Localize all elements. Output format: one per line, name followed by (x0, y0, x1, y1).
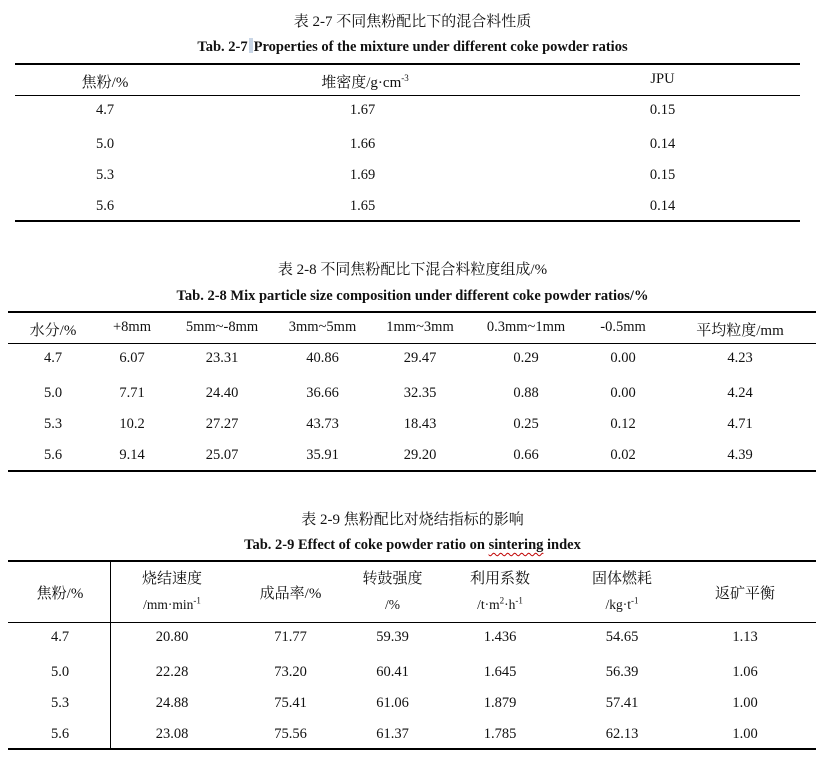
table-cell: 1.645 (483, 664, 517, 680)
header-drum-strength-unit: /% (385, 597, 400, 612)
column-divider (110, 561, 111, 748)
table-cell: 0.29 (513, 350, 539, 366)
header-sinter-speed: 烧结速度 (141, 571, 202, 587)
table-cell: 4.7 (50, 629, 70, 645)
header-moisture: 水分/% (29, 323, 77, 339)
table-cell: 61.06 (376, 695, 409, 711)
table-2-9-caption-cn: 表 2-9 焦粉配比对烧结指标的影响 (301, 512, 524, 528)
table-cell: 23.31 (205, 350, 239, 366)
table-cell: 20.80 (155, 629, 189, 645)
header-3-5mm: 3mm~5mm (288, 319, 357, 335)
table-cell: 5.0 (50, 664, 70, 680)
table-cell: 10.2 (119, 416, 145, 432)
header-return-fines-balance: 返矿平衡 (714, 586, 775, 602)
header-yield: 成品率/% (259, 586, 322, 602)
table-cell: 0.14 (649, 136, 676, 152)
top-rule (15, 63, 800, 65)
table-cell: 1.66 (349, 136, 376, 152)
bottom-rule (8, 470, 816, 472)
table-2-7-caption-en (0, 38, 825, 56)
table-cell: 24.40 (205, 385, 239, 401)
caption-en-rest: Properties of the mixture under different coke powder ratios (253, 39, 628, 55)
table-cell: 18.43 (403, 416, 437, 432)
table-cell: 0.15 (649, 167, 676, 183)
table-cell: 1.00 (732, 726, 758, 742)
table-cell: 0.15 (649, 102, 676, 118)
table-2-9-caption-en (0, 537, 825, 554)
unit-sup: -1 (631, 595, 639, 606)
bottom-rule (15, 220, 800, 222)
table-cell: 1.65 (349, 198, 376, 214)
header-minus-0.5mm: -0.5mm (600, 319, 646, 335)
table-cell: 4.71 (727, 416, 753, 432)
header-rule (8, 343, 816, 344)
table-cell: 9.14 (119, 447, 145, 463)
table-cell: 29.20 (403, 447, 437, 463)
table-cell: 75.56 (274, 726, 307, 742)
header-1-3mm: 1mm~3mm (386, 319, 454, 335)
unit-text: /mm·min (143, 597, 194, 612)
table-cell: 71.77 (274, 629, 307, 645)
table-cell: 25.07 (205, 447, 239, 463)
table-cell: 61.37 (376, 726, 409, 742)
table-cell: 1.00 (732, 695, 758, 711)
table-2-7-caption-cn: 表 2-7 不同焦粉配比下的混合料性质 (293, 14, 532, 30)
bottom-rule (8, 748, 816, 750)
table-cell: 27.27 (205, 416, 239, 432)
header-5-8mm: 5mm~-8mm (185, 319, 259, 335)
table-cell: 23.08 (155, 726, 189, 742)
table-cell: 4.7 (95, 102, 115, 118)
table-cell: 0.02 (610, 447, 636, 463)
unit-text: /kg·t (605, 597, 631, 612)
header-bulk-density (300, 71, 430, 92)
table-2-8-caption-cn: 表 2-8 不同焦粉配比下混合料粒度组成/% (277, 262, 548, 278)
header-utilization: 利用系数 (469, 571, 530, 587)
unit-text: /t·m (477, 597, 500, 612)
table-cell: 0.00 (610, 350, 636, 366)
table-cell: 1.785 (483, 726, 517, 742)
table-cell: 5.6 (43, 447, 63, 463)
table-cell: 75.41 (274, 695, 307, 711)
table-cell: 0.66 (513, 447, 539, 463)
unit-sup: 2 (499, 595, 505, 606)
header-jpu: JPU (650, 71, 675, 87)
table-cell: 62.13 (605, 726, 639, 742)
header-rule (15, 95, 800, 96)
unit-sup: -1 (193, 595, 201, 606)
header-bulk-density-sup: -3 (401, 73, 409, 83)
table-cell: 36.66 (306, 385, 339, 401)
table-cell: 32.35 (403, 385, 437, 401)
table-cell: 1.879 (483, 695, 517, 711)
unit-sup: -1 (515, 595, 523, 606)
table-cell: 60.41 (376, 664, 409, 680)
header-fuel-consumption: 固体燃耗 (591, 571, 652, 587)
table-cell: 4.24 (727, 385, 753, 401)
table-cell: 6.07 (119, 350, 145, 366)
top-rule (8, 311, 816, 313)
table-cell: 54.65 (605, 629, 639, 645)
table-cell: 1.67 (349, 102, 376, 118)
table-cell: 73.20 (274, 664, 307, 680)
table-cell: 5.0 (43, 385, 63, 401)
table-cell: 1.436 (483, 629, 517, 645)
caption-en-spellcheck-word: sintering (488, 537, 544, 553)
unit-text: ·h (504, 597, 516, 612)
table-cell: 29.47 (403, 350, 437, 366)
header-bulk-density-text: 堆密度/g·cm (321, 75, 402, 91)
table-cell: 24.88 (155, 695, 189, 711)
header-plus-8mm: +8mm (113, 319, 151, 335)
table-cell: 22.28 (155, 664, 189, 680)
table-cell: 0.88 (513, 385, 539, 401)
table-cell: 1.13 (732, 629, 758, 645)
table-cell: 4.7 (43, 350, 63, 366)
table-cell: 1.06 (732, 664, 758, 680)
header-rule (8, 622, 816, 623)
table-cell: 35.91 (306, 447, 339, 463)
table-cell: 5.0 (95, 136, 115, 152)
table-cell: 1.69 (349, 167, 376, 183)
table-cell: 5.6 (95, 198, 115, 214)
table-2-8-caption-en: Tab. 2-8 Mix particle size composition under different coke powder ratios/% (176, 288, 649, 304)
caption-en-suffix: index (543, 537, 581, 553)
top-rule (8, 560, 816, 562)
table-cell: 0.25 (513, 416, 539, 432)
header-0.3-1mm: 0.3mm~1mm (486, 319, 566, 335)
table-cell: 7.71 (119, 385, 145, 401)
table-cell: 57.41 (605, 695, 639, 711)
header-coke: 焦粉/% (36, 586, 84, 602)
caption-en-prefix: Tab. 2-9 Effect of coke powder ratio on (244, 537, 489, 553)
table-cell: 5.3 (50, 695, 70, 711)
table-cell: 43.73 (306, 416, 339, 432)
table-cell: 56.39 (605, 664, 639, 680)
table-cell: 59.39 (376, 629, 409, 645)
table-cell: 5.6 (50, 726, 70, 742)
table-cell: 40.86 (306, 350, 339, 366)
caption-en-prefix: Tab. 2-7 (197, 39, 248, 55)
header-drum-strength: 转鼓强度 (362, 571, 423, 587)
header-coke: 焦粉/% (81, 75, 129, 91)
header-avg-size: 平均粒度/mm (696, 323, 784, 339)
table-cell: 0.12 (610, 416, 636, 432)
table-cell: 4.39 (727, 447, 753, 463)
header-utilization-unit (450, 597, 550, 613)
table-cell: 0.00 (610, 385, 636, 401)
text-cursor (249, 38, 253, 53)
table-cell: 5.3 (95, 167, 115, 183)
table-cell: 5.3 (43, 416, 63, 432)
header-sinter-speed-unit (122, 597, 222, 613)
table-cell: 4.23 (727, 350, 753, 366)
header-fuel-consumption-unit (572, 597, 672, 613)
table-cell: 0.14 (649, 198, 676, 214)
